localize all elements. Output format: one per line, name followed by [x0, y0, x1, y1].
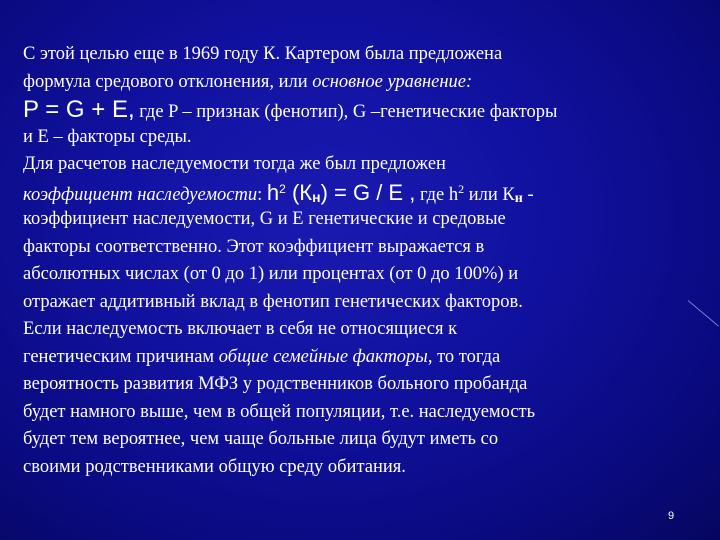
text-line: своими родственниками общую среду обитания.: [23, 456, 406, 477]
formula-h: h: [266, 179, 280, 205]
formula-sub: н: [312, 188, 321, 205]
formula-sup: 2: [458, 181, 465, 196]
formula-main: P = G + E,: [23, 96, 135, 123]
formula-line: [23, 179, 709, 207]
formula-close: ) = G / E ,: [320, 179, 416, 205]
text-span: где h: [415, 184, 459, 205]
text-line: [23, 344, 709, 372]
text-line: отражает аддитивный вклад в фенотип генетических факторов.: [23, 291, 523, 312]
italic-term: общие семейные факторы: [218, 346, 428, 367]
formula-sub: н: [514, 190, 523, 206]
text-line: [23, 69, 709, 97]
text-line: факторы соответственно. Этот коэффициент выражается в: [23, 236, 485, 257]
text-span: генетическим причинам: [23, 346, 219, 367]
page-number: 9: [668, 510, 675, 522]
text-line: и E – факторы среды.: [23, 126, 192, 147]
formula-sup: 2: [279, 181, 286, 196]
text-line: коэффициент наследуемости, G и E генетические и средовые: [23, 209, 506, 229]
heritability-formula: [267, 180, 415, 205]
text-span: или К: [464, 184, 515, 205]
text-span: , то тогда: [427, 346, 501, 367]
text-line: С этой целью еще в 1969 году К. Картером была предложена: [23, 44, 503, 64]
formula-open: (К: [285, 179, 313, 205]
text-span: -: [522, 184, 534, 205]
text-line: будет тем вероятнее, чем чаще больные лица будут иметь со: [23, 429, 499, 449]
text-line: Если наследуемость включает в себя не относящиеся к: [23, 319, 458, 339]
formula-line: [23, 96, 709, 124]
text-line: будет намного выше, чем в общей популяции, т.е. наследуемость: [23, 401, 536, 422]
text-span: :: [257, 184, 267, 205]
body-text: [23, 41, 709, 481]
italic-term: коэффициент наследуемости: [23, 184, 258, 205]
italic-term: основное уравнение:: [312, 71, 473, 92]
text-line: Для расчетов наследуемости тогда же был предложен: [23, 154, 446, 174]
text-line: вероятность развития МФЗ у родственников больного пробанда: [23, 374, 528, 394]
text-span: где P – признак (фенотип), G –генетические факторы: [134, 102, 558, 122]
text-span: формула средового отклонения, или: [23, 71, 313, 92]
text-line: абсолютных числах (от 0 до 1) или процентах (от 0 до 100%) и: [23, 264, 519, 284]
